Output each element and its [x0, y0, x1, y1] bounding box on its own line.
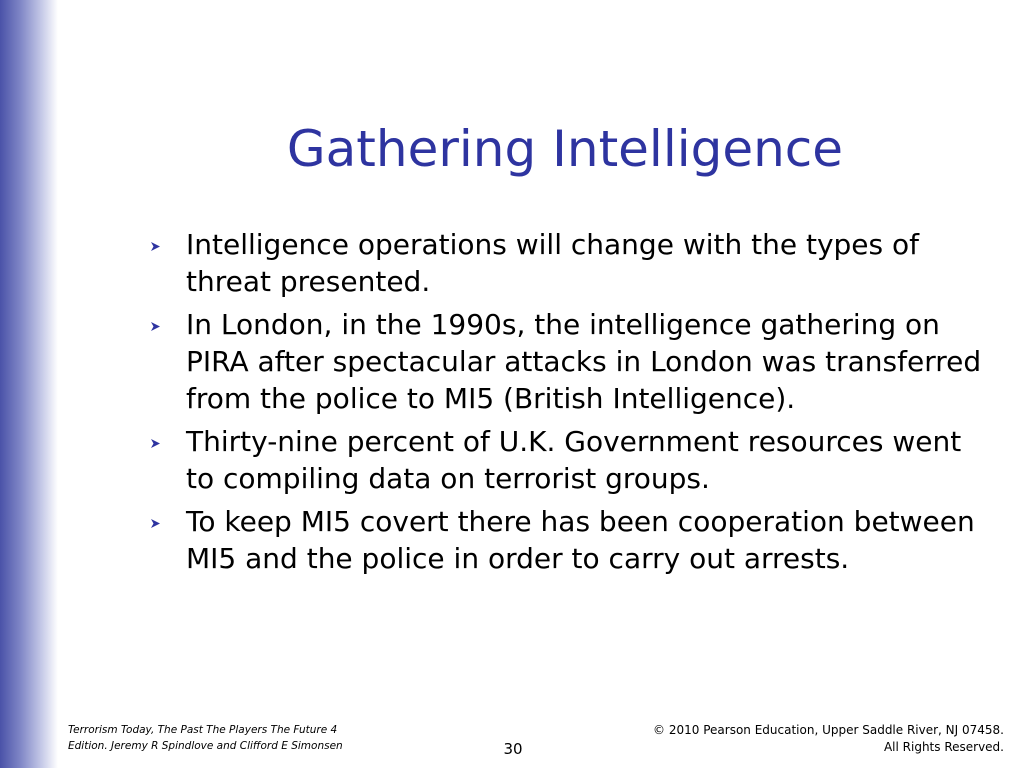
bullet-item [144, 226, 984, 300]
bullet-text: To keep MI5 covert there has been cooperation between MI5 and the police in order to carry out arrests. [186, 505, 975, 575]
arrow-bullet-icon [150, 321, 161, 332]
bullet-item [144, 306, 984, 417]
bullet-list [144, 226, 984, 583]
footer-citation [68, 722, 398, 754]
bullet-text: Intelligence operations will change with the types of threat presented. [186, 228, 920, 298]
arrow-bullet-icon [150, 241, 161, 252]
side-gradient-band [0, 0, 58, 768]
bullet-text: Thirty-nine percent of U.K. Government resources went to compiling data on terrorist groups. [186, 425, 962, 495]
footer-citation-line: Terrorism Today, The Past The Players The Future 4 [68, 724, 338, 736]
arrow-bullet-icon [150, 518, 161, 529]
bullet-item [144, 503, 984, 577]
slide-title: Gathering Intelligence [286, 120, 844, 178]
arrow-bullet-icon [150, 438, 161, 449]
page-number: 30 [503, 740, 523, 758]
footer-copyright-line: All Rights Reserved. [883, 740, 1004, 754]
footer-citation-line: Edition. Jeremy R Spindlove and Clifford E Simonsen [68, 740, 343, 752]
footer-copyright [624, 722, 1004, 756]
bullet-item [144, 423, 984, 497]
footer-copyright-line: © 2010 Pearson Education, Upper Saddle River, NJ 07458. [653, 723, 1004, 737]
bullet-text: In London, in the 1990s, the intelligence gathering on PIRA after spectacular attacks in London was transferred from the police to MI5 (British Intelligence). [186, 308, 982, 415]
